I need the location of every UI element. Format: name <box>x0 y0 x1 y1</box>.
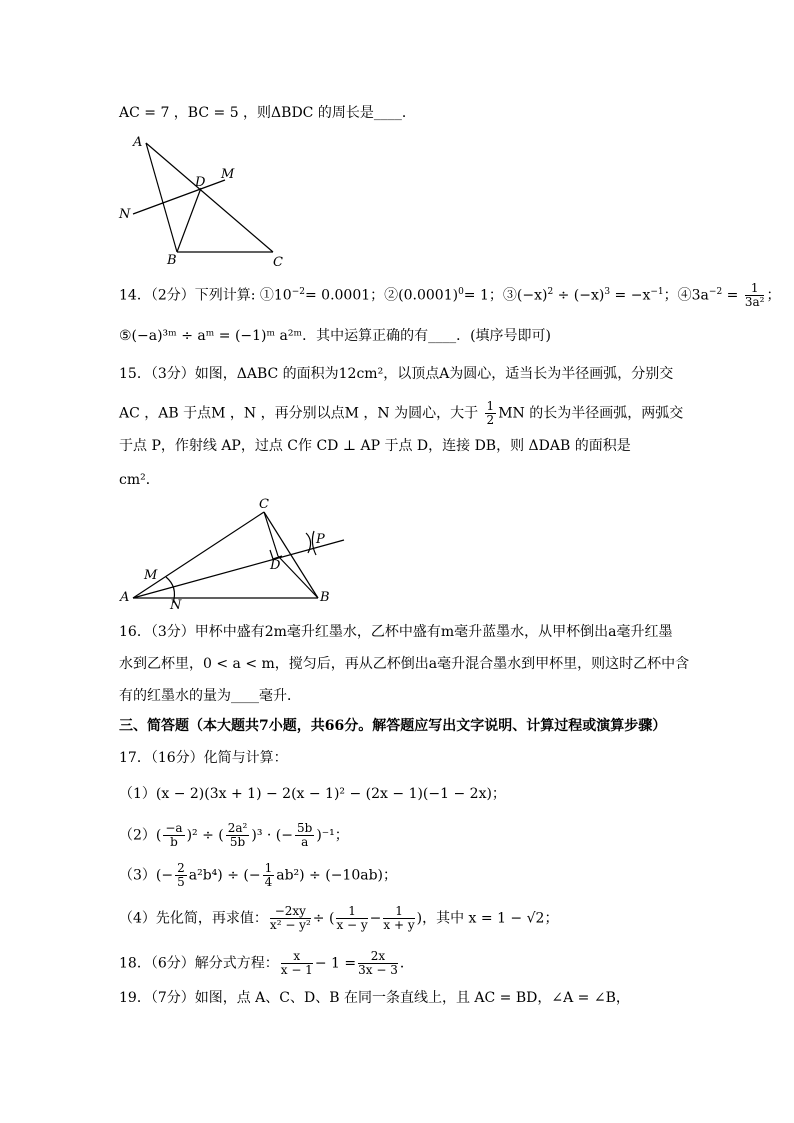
q15-frac: $\frac{1}{2}$ <box>486 399 495 427</box>
label-b: B <box>320 590 330 605</box>
label-c: C <box>259 497 269 512</box>
segment-db <box>278 556 318 598</box>
line-mn <box>133 180 225 214</box>
q17-part2: （2）( $\frac{-a}{b}$ )² ÷ ( $\frac{\text{2a²}}{5b}$ )³ · (− $\frac{5b}{a}$ )⁻¹； <box>119 821 349 849</box>
q18-line: 18．（6分）解分式方程： $\frac{x}{x - 1}$ − 1 = $\frac{2x}{3x - 3}$ ． <box>119 949 414 977</box>
q13-figure <box>115 128 295 268</box>
q14-line1: 14．（2分）下列计算: $①10^{-2}= 0.0001$；$②(0.0001)^0= 1$；$③(-x)^2 \div (-x)^3 = -x^{-1}$；$④3a^{-2}$ = $\frac{1}{\text{3a²}}$ ； <box>119 281 781 310</box>
q17-title: 17．（16分）化简与计算： <box>119 750 288 766</box>
q15-figure <box>118 495 358 617</box>
q15-line3: 于点 P，作射线 AP，过点 C作 CD ⊥ AP 于点 D，连接 DB，则 ΔDAB 的面积是 <box>119 438 631 454</box>
label-d: D <box>195 175 206 190</box>
segment-ac <box>133 512 264 598</box>
label-m: M <box>144 568 158 583</box>
q17-part3: （3）(− $\frac{2}{5}$ a²b⁴) ÷ (− $\frac{1}{4}$ ab²) ÷ (−10ab)； <box>119 861 398 889</box>
label-m: M <box>221 167 235 182</box>
q15-line4: cm²． <box>119 472 160 488</box>
q14-line2: ⑤(−a)³ᵐ ÷ aᵐ = (−1)ᵐ a²ᵐ．其中运算正确的有____．(填序号即可) <box>119 328 552 344</box>
label-b: B <box>167 253 177 268</box>
q15-line2: AC ，AB 于点M ，N ，再分别以点M ，N 为圆心，大于 $\frac{1}{2}$ MN 的长为半径画弧，两弧交 <box>119 399 684 427</box>
label-a: A <box>120 590 130 605</box>
q19-line1: 19．（7分）如图，点 A、C、D、B 在同一条直线上，且 AC = BD，∠A = ∠B， <box>119 990 630 1006</box>
q17-part4: （4）先化简，再求值： $\frac{-2xy}{\text{x² − y²}}$ ÷ ( $\frac{1}{x - y}$ − $\frac{1}{x + y}$ )，其中 x = 1 − √2； <box>119 904 559 932</box>
label-n: N <box>119 207 131 222</box>
segment-bd <box>177 188 201 252</box>
q15-line1: 15．（3分）如图，ΔABC 的面积为12cm²，以顶点A为圆心，适当长为半径画弧，分别交 <box>119 366 674 382</box>
q13-tail: AC = 7 ，BC = 5 ，则ΔBDC 的周长是____． <box>119 105 416 121</box>
q17-part1: （1）(x − 2)(3x + 1) − 2(x − 1)² − (2x − 1)(−1 − 2x)； <box>119 786 506 802</box>
segment-cd <box>264 512 278 556</box>
segment-ab <box>146 143 177 252</box>
section3-heading: 三、简答题（本大题共7小题，共66分。解答题应写出文字说明、计算过程或演算步骤） <box>119 718 667 734</box>
q16-line2: 水到乙杯里，0 < a < m，搅匀后，再从乙杯倒出a毫升混合墨水到甲杯里，则这时乙杯中含 <box>119 656 690 672</box>
label-p: P <box>316 532 325 547</box>
q14-frac: $\frac{1}{\text{3a²}}$ <box>744 281 765 310</box>
label-d: D <box>270 558 281 573</box>
q16-line3: 有的红墨水的量为____毫升． <box>119 688 301 704</box>
label-a: A <box>133 135 143 150</box>
label-c: C <box>273 255 283 268</box>
label-n: N <box>170 598 182 613</box>
segment-ac <box>146 143 273 252</box>
q16-line1: 16．（3分）甲杯中盛有2m毫升红墨水，乙杯中盛有m毫升蓝墨水，从甲杯倒出a毫升红墨 <box>119 624 673 640</box>
